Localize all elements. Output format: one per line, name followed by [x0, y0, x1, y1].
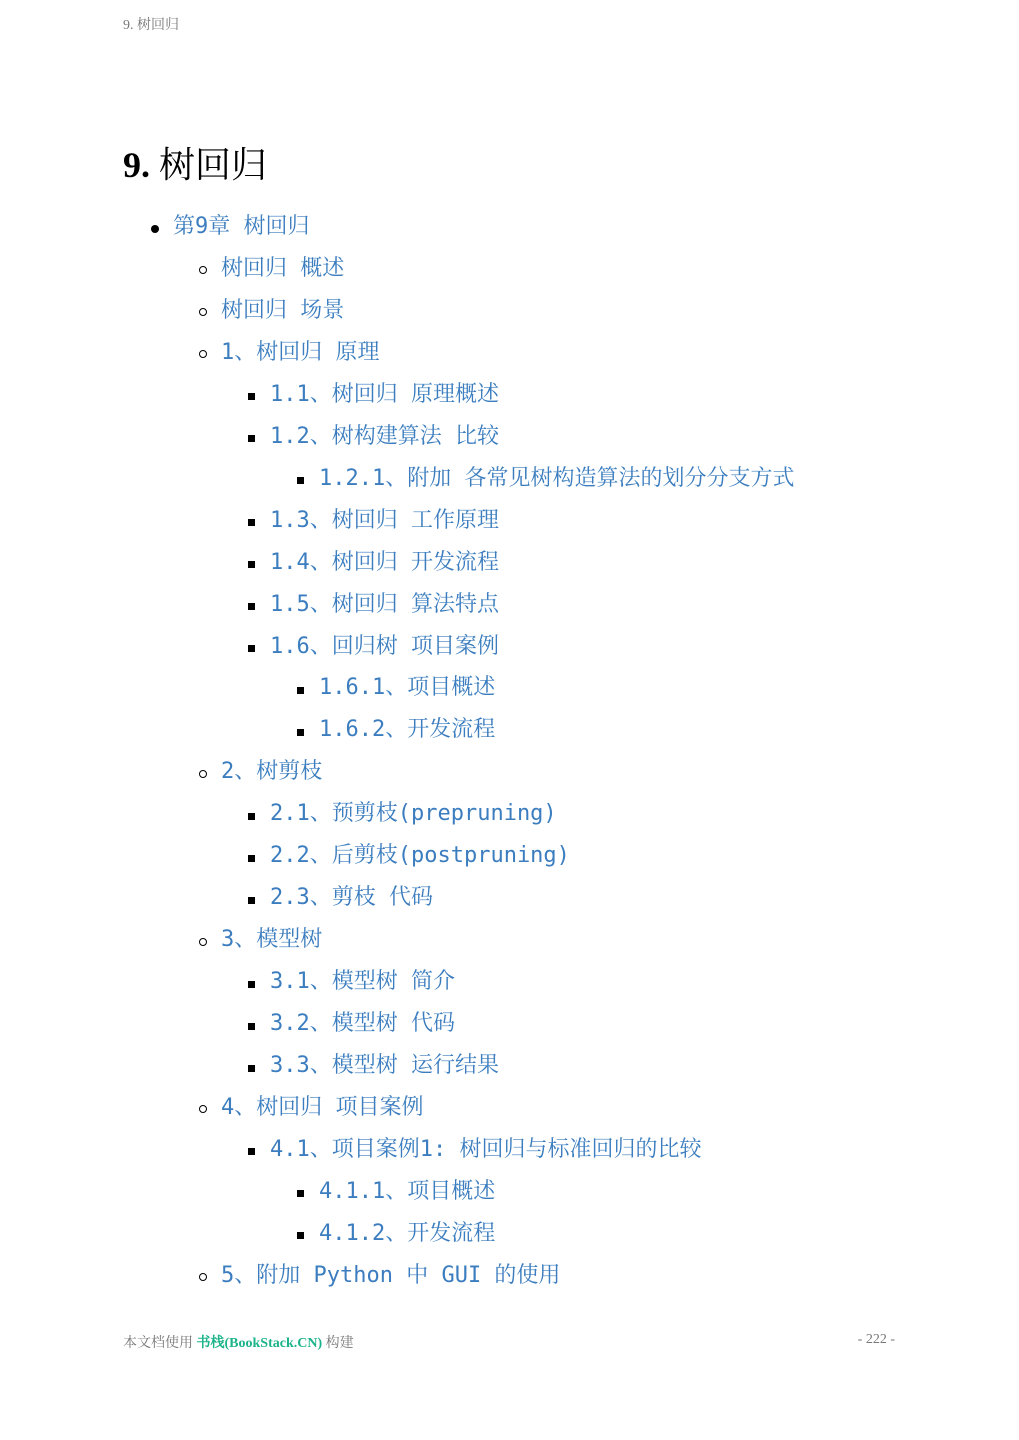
toc-link[interactable]: 1.2.1、附加 各常见树构造算法的划分分支方式: [319, 465, 795, 491]
toc-link[interactable]: 2.3、剪枝 代码: [270, 885, 433, 911]
toc-link[interactable]: 2.1、预剪枝(prepruning): [270, 801, 557, 827]
toc-link[interactable]: 3、模型树: [221, 927, 323, 953]
bullet-square-icon: [248, 603, 255, 610]
toc-link[interactable]: 3.3、模型树 运行结果: [270, 1053, 499, 1078]
toc-link[interactable]: 1、树回归 原理: [221, 339, 380, 365]
toc-link[interactable]: 4.1.2、开发流程: [319, 1220, 496, 1246]
footer-suffix: 构建: [325, 1336, 354, 1351]
bullet-square-icon: [248, 1148, 255, 1155]
bullet-square-icon: [248, 393, 255, 400]
page-title-number: 9.: [123, 145, 150, 185]
bullet-circle-icon: [199, 350, 207, 358]
running-header: 9. 树回归: [123, 18, 179, 33]
bullet-circle-icon: [199, 1105, 207, 1113]
toc-link[interactable]: 1.6、回归树 项目案例: [270, 633, 499, 659]
bullet-square-icon: [248, 855, 255, 862]
toc-link[interactable]: 4.1、项目案例1: 树回归与标准回归的比较: [270, 1136, 702, 1162]
bullet-circle-icon: [199, 770, 207, 778]
toc-link[interactable]: 1.6.1、项目概述: [319, 675, 496, 701]
toc-link[interactable]: 1.2、树构建算法 比较: [270, 423, 499, 449]
toc-link[interactable]: 2.2、后剪枝(postpruning): [270, 843, 570, 869]
toc-link[interactable]: 2、树剪枝: [221, 759, 323, 785]
toc-link[interactable]: 5、附加 Python 中 GUI 的使用: [221, 1262, 561, 1288]
bullet-square-icon: [297, 687, 304, 694]
bullet-square-icon: [248, 1023, 255, 1030]
footer-prefix: 本文档使用: [123, 1336, 193, 1351]
bullet-square-icon: [297, 1232, 304, 1239]
toc-link[interactable]: 树回归 场景: [221, 297, 345, 323]
bullet-square-icon: [297, 729, 304, 736]
page-title-text: 树回归: [159, 145, 268, 185]
toc-link[interactable]: 1.5、树回归 算法特点: [270, 591, 499, 617]
bullet-square-icon: [248, 813, 255, 820]
bullet-circle-icon: [199, 938, 207, 946]
bullet-disc-icon: [151, 225, 159, 233]
toc-link[interactable]: 1.4、树回归 开发流程: [270, 549, 499, 575]
bullet-square-icon: [248, 1065, 255, 1072]
bullet-square-icon: [297, 1190, 304, 1197]
bullet-circle-icon: [199, 308, 207, 316]
toc-link[interactable]: 4.1.1、项目概述: [319, 1178, 496, 1204]
footer-brand-link[interactable]: 书栈(BookStack.CN): [196, 1336, 323, 1351]
bullet-circle-icon: [199, 266, 207, 274]
toc-link[interactable]: 4、树回归 项目案例: [221, 1094, 424, 1120]
bullet-square-icon: [248, 897, 255, 904]
bullet-square-icon: [248, 561, 255, 568]
bullet-square-icon: [248, 435, 255, 442]
bullet-square-icon: [248, 981, 255, 988]
toc-link[interactable]: 1.1、树回归 原理概述: [270, 381, 499, 407]
toc-link[interactable]: 1.3、树回归 工作原理: [270, 507, 499, 533]
bullet-circle-icon: [199, 1273, 207, 1281]
bullet-square-icon: [248, 519, 255, 526]
bullet-square-icon: [248, 645, 255, 652]
page-title: [123, 142, 267, 188]
toc-link[interactable]: 3.1、模型树 简介: [270, 969, 455, 995]
toc-link[interactable]: 第9章 树回归: [173, 214, 310, 239]
bullet-square-icon: [297, 477, 304, 484]
toc-link[interactable]: 3.2、模型树 代码: [270, 1011, 455, 1037]
footer-credit: [123, 1332, 354, 1352]
page-number: - 222 -: [857, 1332, 895, 1347]
toc-link[interactable]: 树回归 概述: [221, 255, 345, 281]
toc-link[interactable]: 1.6.2、开发流程: [319, 717, 496, 743]
